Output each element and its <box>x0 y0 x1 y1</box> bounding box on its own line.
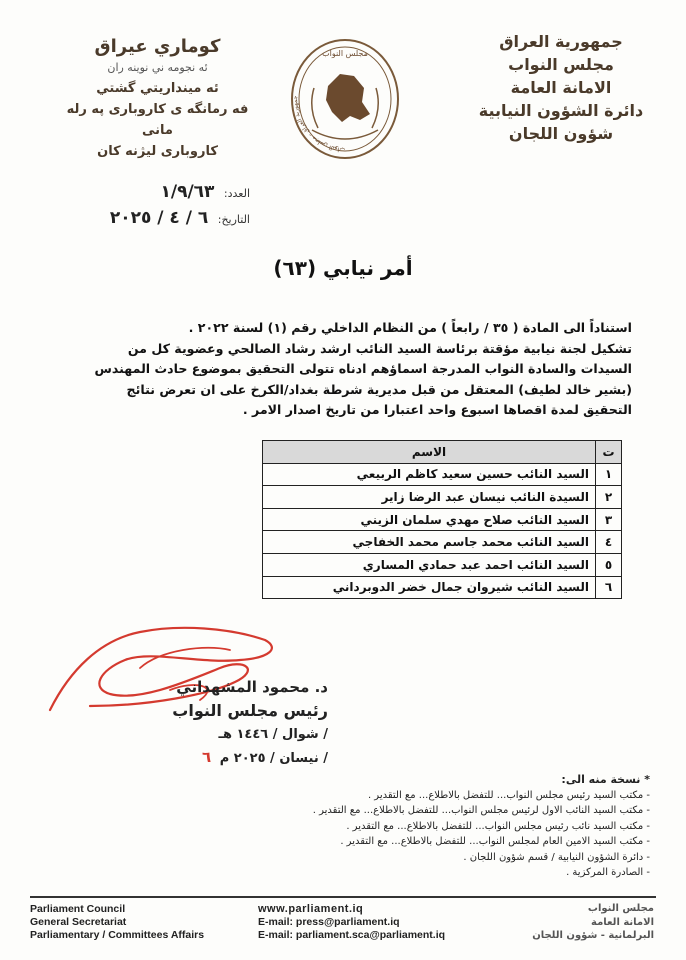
press-email-link[interactable]: E-mail: press@parliament.iq <box>258 916 400 928</box>
signature-block <box>98 676 328 770</box>
header-arabic-line-4: دائرة الشؤون النيابية <box>478 101 644 120</box>
footer-arabic <box>514 902 654 943</box>
footer-divider <box>30 896 656 898</box>
header-kurdish-line-5: كاروبارى ليژنه كان <box>97 144 218 159</box>
header-arabic <box>466 30 656 145</box>
seal-ring-text: جمهورية العراق - مجلس النواب <box>292 95 346 154</box>
header-kurdish-line-4: فه رمانگه ى كاروبارى په رله مانى <box>66 102 249 138</box>
row-number: ٤ <box>596 531 622 554</box>
handwritten-day: ٦ <box>202 748 212 766</box>
column-header-name: الاسم <box>263 441 596 464</box>
header-kurdish <box>50 36 265 162</box>
committees-email-link[interactable]: E-mail: parliament.sca@parliament.iq <box>258 929 446 941</box>
footer-arabic-line-1: مجلس النواب <box>587 903 654 914</box>
row-number: ٦ <box>596 576 622 599</box>
reference-date-label: التاريخ: <box>217 213 250 226</box>
table-row <box>263 463 622 486</box>
footer-english-line-2: General Secretariat <box>30 916 127 928</box>
reference-number-label: العدد: <box>223 187 250 200</box>
footer-contact <box>258 903 445 942</box>
reference-number-value: ١/٩/٦٣ <box>160 182 215 202</box>
row-number: ٥ <box>596 553 622 576</box>
website-link[interactable]: www.parliament.iq <box>258 903 364 915</box>
body-line-5: التحقيق لمدة اقصاها اسبوع واحد اعتبارا من تاريخ اصدار الامر . <box>242 402 632 417</box>
member-name: السيدة النائب نيسان عبد الرضا زاير <box>263 486 596 509</box>
row-number: ١ <box>596 463 622 486</box>
footer-english-line-1: Parliament Council <box>30 903 126 915</box>
list-item: - مكتب السيد نائب رئيس مجلس النواب... للتفضل بالاطلاع... مع التقدير . <box>346 820 650 832</box>
header-arabic-line-5: شؤون اللجان <box>508 124 614 143</box>
header-arabic-line-2: مجلس النواب <box>508 55 614 74</box>
list-item: - دائرة الشؤون النيابية / قسم شؤون اللجان . <box>463 851 650 863</box>
seal-top-text: مجلس النواب <box>322 49 368 58</box>
row-number: ٢ <box>596 486 622 509</box>
reference-date-value: ٦ / ٤ / ٢٠٢٥ <box>109 208 209 228</box>
hijri-date: / شوال / ١٤٤٦ هـ <box>218 727 328 742</box>
copies-list <box>190 772 650 881</box>
reference-date <box>60 206 250 232</box>
table-row <box>263 508 622 531</box>
row-number: ٣ <box>596 508 622 531</box>
list-item: - مكتب السيد الامين العام لمجلس النواب... للتفضل بالاطلاع... مع التقدير . <box>340 836 650 847</box>
header-arabic-line-1: جمهورية العراق <box>499 32 623 51</box>
table-row <box>263 486 622 509</box>
body-line-3: السيدات والسادة النواب المدرجة اسماؤهم ادناه تتولى التحقيق بموضوع حادث المهندس <box>94 361 632 376</box>
member-name: السيد النائب صلاح مهدي سلمان الزيني <box>263 508 596 531</box>
header-kurdish-line-2: ئه نجومه ني نوينه ران <box>107 61 208 74</box>
footer-arabic-line-3: البرلمانية - شؤون اللجان <box>532 930 654 941</box>
document-body <box>47 318 632 421</box>
header-arabic-line-3: الامانة العامة <box>510 78 612 97</box>
footer-english-line-3: Parliamentary / Committees Affairs <box>30 929 205 941</box>
footer-arabic-line-2: الامانة العامة <box>591 916 654 928</box>
table-row <box>263 531 622 554</box>
member-name: السيد النائب حسين سعيد كاظم الربيعي <box>263 463 596 486</box>
member-name: السيد النائب شيروان جمال خضر الدوبرداني <box>263 576 596 599</box>
list-item: - مكتب السيد النائب الاول لرئيس مجلس النواب... للتفضل بالاطلاع... مع التقدير . <box>312 805 650 816</box>
reference-number <box>60 180 250 206</box>
header-kurdish-line-1: كوماري عيراق <box>94 36 221 57</box>
table-row <box>263 553 622 576</box>
members-table-header <box>263 441 622 464</box>
footer-english <box>30 903 204 942</box>
members-table <box>262 440 622 599</box>
table-row <box>263 576 622 599</box>
column-header-number: ت <box>596 441 622 464</box>
header-kurdish-line-3: ئه مينداريتي گشتي <box>96 81 219 96</box>
body-line-2: تشكيل لجنة نيابية مؤقتة برئاسة السيد النائب ارشد رشاد الصالحي وعضوية كل من <box>127 340 632 356</box>
member-name: السيد النائب احمد عبد حمادي المساري <box>263 553 596 576</box>
reference-block <box>60 180 250 232</box>
member-name: السيد النائب محمد جاسم محمد الخفاجي <box>263 531 596 554</box>
parliament-seal-icon <box>290 38 400 160</box>
list-item: - مكتب السيد رئيس مجلس النواب... للتفضل بالاطلاع... مع التقدير . <box>367 789 650 801</box>
gregorian-date <box>98 746 328 770</box>
signatory-name: د. محمود المشهداني <box>176 678 328 696</box>
document-title: أمر نيابي (٦٣) <box>273 256 413 280</box>
copies-heading: * نسخة منه الى: <box>561 773 650 786</box>
body-line-1: استناداً الى المادة ( ٣٥ / رابعاً ) من النظام الداخلي رقم (١) لسنة ٢٠٢٢ . <box>188 320 632 335</box>
gregorian-date-text: / نيسان / ٢٠٢٥ م <box>219 751 328 766</box>
list-item: - الصادرة المركزية . <box>566 867 650 878</box>
signatory-role: رئيس مجلس النواب <box>172 701 328 720</box>
body-line-4: (بشير خالد لطيف) المعتقل من قبل مديرية شرطة بغداد/الكرخ على ان تعرض نتائج <box>126 381 632 397</box>
